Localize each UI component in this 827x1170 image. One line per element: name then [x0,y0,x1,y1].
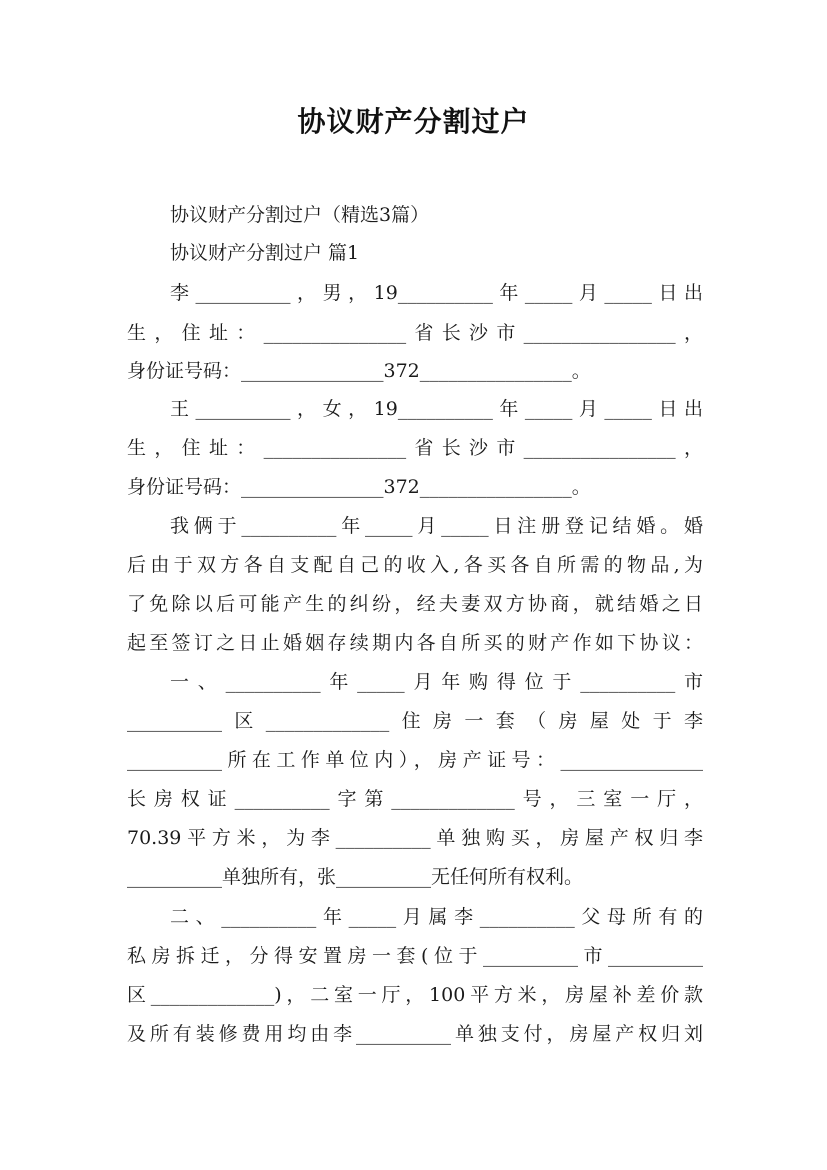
paragraph-line: 我俩于__________年_____月_____日注册登记结婚。婚 [170,515,703,537]
paragraph-line: 后由于双方各自支配自己的收入,各买各自所需的物品,为 [127,554,703,576]
paragraph-line: __________区_____________住房一套（房屋处于李 [127,710,703,732]
paragraph-line: 长房权证__________字第_____________号，三室一厅， [127,788,703,810]
paragraph-line: 身份证号码：_______________372________________。 [127,360,591,382]
paragraph-line: 生，住址：_______________省长沙市________________， [127,322,703,344]
paragraph-line: 私房拆迁，分得安置房一套(位于__________市__________ [127,945,703,967]
document-title: 协议财产分割过户 [297,105,530,138]
paragraph-line: 了免除以后可能产生的纠纷，经夫妻双方协商，就结婚之日 [127,593,703,615]
paragraph-line: 李__________，男，19__________年_____月_____日出 [170,282,703,304]
paragraph-line: 生，住址：_______________省长沙市________________， [127,437,703,459]
paragraph-line: 区_____________)，二室一厅，100平方米，房屋补差价款 [127,984,703,1006]
paragraph-line: 70.39平方米，为李__________单独购买，房屋产权归李 [127,827,703,849]
paragraph-line: __________单独所有，张__________无任何所有权利。 [127,866,584,888]
subtitle-collection: 协议财产分割过户（精选3篇） [170,204,430,226]
section-heading: 协议财产分割过户 篇1 [170,242,360,264]
paragraph-line: 二、__________年_____月属李__________父母所有的 [170,906,703,928]
paragraph-line: 身份证号码：_______________372________________。 [127,476,591,498]
paragraph-line: 一、__________年_____月年购得位于__________市 [170,671,703,693]
paragraph-line: 起至签订之日止婚姻存续期内各自所买的财产作如下协议： [127,632,703,654]
paragraph-line: 王__________，女，19__________年_____月_____日出 [170,398,703,420]
paragraph-line: __________所在工作单位内），房产证号：_______________ [127,749,703,771]
paragraph-line: 及所有装修费用均由李__________单独支付，房屋产权归刘 [127,1023,703,1045]
